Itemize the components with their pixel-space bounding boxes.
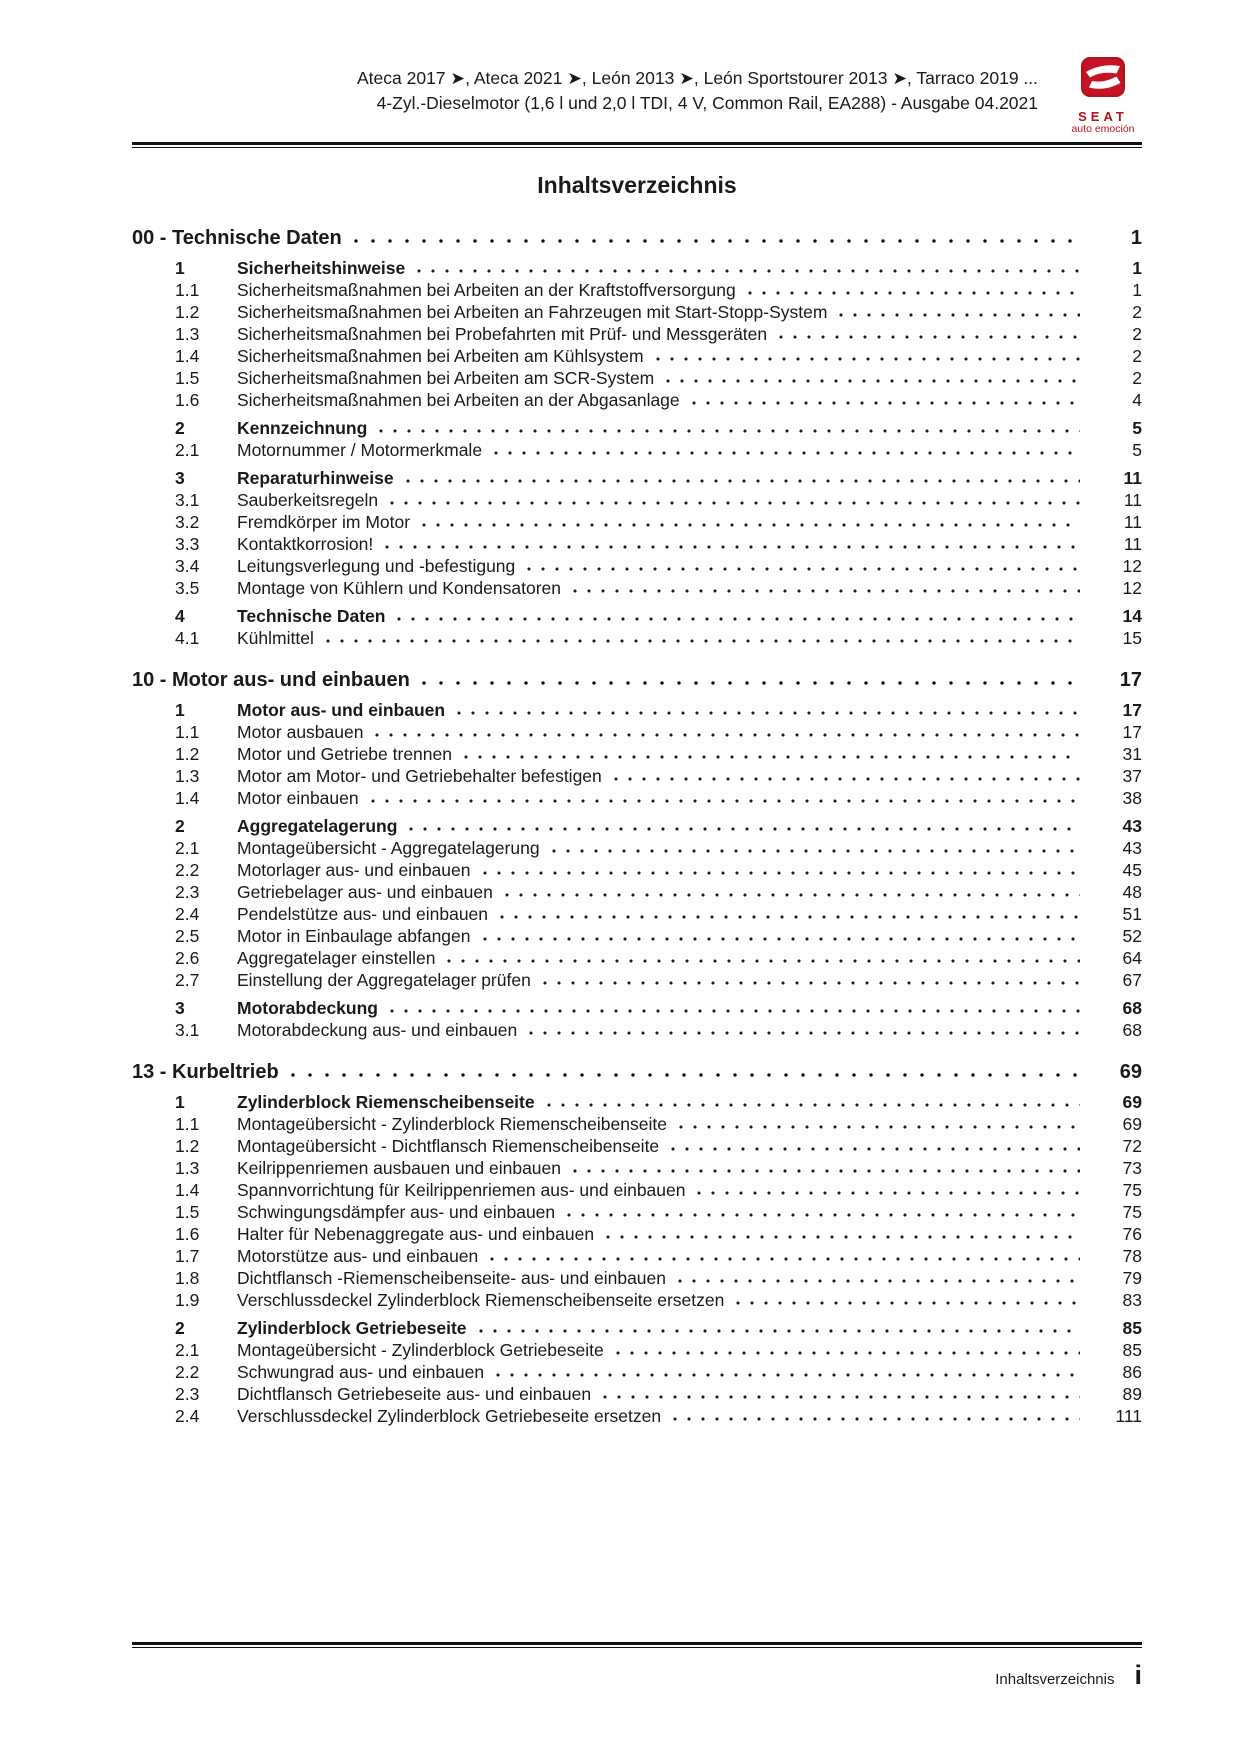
- toc-entry-number: 2.4: [175, 904, 200, 924]
- toc-entry-number: 1.6: [175, 390, 200, 410]
- toc-leader: [736, 1294, 1080, 1306]
- toc-entry-row: [132, 859, 1142, 881]
- toc-entry-title: Sicherheitsmaßnahmen bei Arbeiten an der Kraftstoffversorgung: [237, 280, 736, 300]
- toc-entry-page: 48: [1122, 882, 1142, 902]
- toc-leader: [479, 1322, 1080, 1334]
- toc-entry-number: 1.8: [175, 1268, 200, 1288]
- toc-entry-title: Kühlmittel: [237, 628, 314, 648]
- toc-entry-title: Halter für Nebenaggregate aus- und einbauen: [237, 1224, 595, 1244]
- toc-entry-row: [132, 1135, 1142, 1157]
- toc-chapter-label: 10 - Motor aus- und einbauen: [132, 669, 410, 691]
- toc-entry-page: 86: [1122, 1362, 1142, 1382]
- toc-leader: [543, 974, 1080, 986]
- toc-entry-number: 4.1: [175, 628, 200, 648]
- toc-leader: [671, 1140, 1080, 1152]
- toc-entry-page: 2: [1132, 324, 1142, 344]
- toc-entry-number: 1.2: [175, 1136, 200, 1156]
- toc-entry-title: Dichtflansch Getriebeseite aus- und einbauen: [237, 1384, 592, 1404]
- toc-entry-number: 1.4: [175, 346, 200, 366]
- toc-leader: [779, 328, 1080, 340]
- toc-entry-title: Sicherheitsmaßnahmen bei Arbeiten am Kühlsystem: [237, 346, 644, 366]
- toc-entry-title: Technische Daten: [237, 606, 386, 626]
- toc-entry-row: [132, 1201, 1142, 1223]
- toc-entry-page: 111: [1115, 1406, 1142, 1426]
- toc-entry-page: 2: [1132, 368, 1142, 388]
- toc-leader: [603, 1388, 1080, 1400]
- toc-entry-title: Motor in Einbaulage abfangen: [237, 926, 471, 946]
- toc-entry-number: 1.3: [175, 766, 200, 786]
- toc-entry-number: 2: [175, 816, 185, 836]
- toc-entry-page: 38: [1122, 788, 1142, 808]
- toc-chapter-page: 17: [1119, 669, 1142, 691]
- toc-entry-page: 31: [1122, 744, 1142, 764]
- toc-entry-row: [132, 1179, 1142, 1201]
- toc-chapter-label: 13 - Kurbeltrieb: [132, 1061, 279, 1083]
- toc-entry-row: [132, 1019, 1142, 1041]
- toc-entry-number: 1.7: [175, 1246, 200, 1266]
- toc-entry-row: [132, 903, 1142, 925]
- toc-entry-page: 11: [1123, 534, 1142, 554]
- toc-entry-title: Motorabdeckung aus- und einbauen: [237, 1020, 518, 1040]
- toc-entry-title: Fremdkörper im Motor: [237, 512, 411, 532]
- toc-entry-row: [132, 489, 1142, 511]
- toc-leader: [679, 1118, 1080, 1130]
- toc-entry-title: Montage von Kühlern und Kondensatoren: [237, 578, 561, 598]
- toc-entry-page: 51: [1122, 904, 1142, 924]
- toc-entry-row: [132, 367, 1142, 389]
- toc-leader: [666, 372, 1080, 384]
- toc-entry-row: [132, 837, 1142, 859]
- toc-entry-title: Montageübersicht - Aggregatelagerung: [237, 838, 540, 858]
- footer-page-number: i: [1134, 1660, 1142, 1690]
- toc-entry-row: [132, 743, 1142, 765]
- toc-leader: [552, 842, 1080, 854]
- toc-entry-row: [132, 699, 1142, 721]
- toc-leader: [422, 516, 1080, 528]
- toc-entry-page: 83: [1122, 1290, 1142, 1310]
- toc-entry-page: 5: [1132, 418, 1142, 438]
- toc-entry-page: 14: [1122, 606, 1142, 626]
- toc-leader: [547, 1096, 1080, 1108]
- toc-entry-title: Montageübersicht - Dichtflansch Riemenscheibenseite: [237, 1136, 660, 1156]
- toc-leader: [697, 1184, 1080, 1196]
- toc-entry-page: 64: [1122, 948, 1142, 968]
- toc-entry-number: 1.9: [175, 1290, 200, 1310]
- toc-entry-row: [132, 1245, 1142, 1267]
- toc-entry-number: 1.2: [175, 302, 200, 322]
- toc-entry-number: 2: [175, 1318, 185, 1338]
- toc-leader: [457, 704, 1080, 716]
- toc-entry-row: [132, 1267, 1142, 1289]
- toc-entry-row: [132, 627, 1142, 649]
- toc-leader: [483, 930, 1080, 942]
- toc-entry-row: [132, 345, 1142, 367]
- toc-entry-number: 2.7: [175, 970, 200, 990]
- toc-entry-page: 69: [1122, 1092, 1142, 1112]
- toc-entry-row: [132, 533, 1142, 555]
- toc-entry-row: [132, 1317, 1142, 1339]
- toc-entry-row: [132, 1113, 1142, 1135]
- toc-entry-title: Motorlager aus- und einbauen: [237, 860, 471, 880]
- toc-leader: [406, 472, 1080, 484]
- toc-entry-title: Keilrippenriemen ausbauen und einbauen: [237, 1158, 561, 1178]
- toc-entry-page: 37: [1122, 766, 1142, 786]
- toc-entry-page: 75: [1122, 1202, 1142, 1222]
- toc-entry-number: 2.1: [175, 440, 200, 460]
- toc-entry-row: [132, 301, 1142, 323]
- toc-entry-page: 17: [1122, 700, 1142, 720]
- toc-leader: [390, 494, 1080, 506]
- toc-entry-row: [132, 257, 1142, 279]
- toc-entry-number: 2.2: [175, 860, 200, 880]
- toc-entry-page: 17: [1122, 722, 1142, 742]
- toc-leader: [573, 1162, 1080, 1174]
- toc-entry-number: 3.5: [175, 578, 200, 598]
- toc-leader: [527, 560, 1080, 572]
- toc-entry-page: 89: [1122, 1384, 1142, 1404]
- toc-entry-page: 1: [1132, 258, 1142, 278]
- toc-entry-row: [132, 323, 1142, 345]
- toc-entry-row: [132, 605, 1142, 627]
- toc-entry-number: 2.4: [175, 1406, 200, 1426]
- toc-leader: [464, 748, 1080, 760]
- toc-entry-title: Montageübersicht - Zylinderblock Getriebeseite: [237, 1340, 604, 1360]
- toc-entry-title: Kontaktkorrosion!: [237, 534, 374, 554]
- toc-entry-number: 1.4: [175, 1180, 200, 1200]
- toc-entry-page: 12: [1122, 578, 1142, 598]
- toc-entry-number: 2.6: [175, 948, 200, 968]
- toc-entry-row: [132, 787, 1142, 809]
- toc-entry-title: Motorstütze aus- und einbauen: [237, 1246, 479, 1266]
- toc-entry-title: Sicherheitsmaßnahmen bei Arbeiten an der Abgasanlage: [237, 390, 680, 410]
- toc-entry-title: Motor einbauen: [237, 788, 359, 808]
- header-engine-line: 4-Zyl.-Dieselmotor (1,6 l und 2,0 l TDI, 4 V, Common Rail, EA288) - Ausgabe 04.2021: [376, 93, 1038, 113]
- toc-entry-number: 2.2: [175, 1362, 200, 1382]
- toc-leader: [409, 820, 1080, 832]
- toc-leader: [496, 1366, 1080, 1378]
- toc-leader: [390, 1002, 1080, 1014]
- toc-entry-row: [132, 417, 1142, 439]
- toc-entry-number: 2.1: [175, 838, 200, 858]
- toc-entry-page: 69: [1122, 1114, 1142, 1134]
- toc-entry-page: 1: [1132, 280, 1142, 300]
- toc-chapter-row: [132, 1059, 1142, 1085]
- seat-emblem-icon: [1071, 56, 1135, 104]
- toc-entry-title: Motor am Motor- und Getriebehalter befestigen: [237, 766, 602, 786]
- toc-entry-row: [132, 467, 1142, 489]
- toc-entry-page: 78: [1122, 1246, 1142, 1266]
- header-text-block: [132, 66, 1064, 116]
- toc-entry-row: [132, 439, 1142, 461]
- toc-entry-number: 4: [175, 606, 185, 626]
- toc-leader: [422, 674, 1080, 686]
- toc-entry-number: 3.1: [175, 490, 200, 510]
- toc-chapter-label: 00 - Technische Daten: [132, 227, 342, 249]
- toc-leader: [326, 632, 1080, 644]
- toc-entry-number: 2: [175, 418, 185, 438]
- toc-leader: [379, 422, 1080, 434]
- toc-leader: [678, 1272, 1080, 1284]
- toc-entry-row: [132, 997, 1142, 1019]
- toc-chapter-row: [132, 225, 1142, 251]
- toc-leader: [616, 1344, 1080, 1356]
- toc-entry-page: 85: [1122, 1318, 1142, 1338]
- toc-entry-page: 85: [1122, 1340, 1142, 1360]
- toc-leader: [573, 582, 1080, 594]
- toc-entry-title: Sicherheitsmaßnahmen bei Arbeiten an Fahrzeugen mit Start-Stopp-System: [237, 302, 828, 322]
- toc-leader: [494, 444, 1080, 456]
- footer-divider: [132, 1642, 1142, 1648]
- toc-entry-page: 12: [1122, 556, 1142, 576]
- document-header: [132, 0, 1142, 135]
- toc-chapter-page: 1: [1130, 227, 1142, 249]
- toc-entry-title: Zylinderblock Getriebeseite: [237, 1318, 467, 1338]
- toc-entry-page: 15: [1122, 628, 1142, 648]
- toc-entry-page: 73: [1122, 1158, 1142, 1178]
- toc-entry-title: Einstellung der Aggregatelager prüfen: [237, 970, 531, 990]
- toc-leader: [614, 770, 1080, 782]
- toc-entry-number: 1.3: [175, 1158, 200, 1178]
- toc-entry-number: 3.1: [175, 1020, 200, 1040]
- toc-entry-row: [132, 1339, 1142, 1361]
- toc-entry-row: [132, 511, 1142, 533]
- toc-entry-page: 43: [1122, 816, 1142, 836]
- toc-entry-number: 1.3: [175, 324, 200, 344]
- page-title: Inhaltsverzeichnis: [537, 172, 737, 198]
- toc-chapter-page: 69: [1119, 1061, 1142, 1083]
- toc-entry-number: 1.1: [175, 1114, 200, 1134]
- toc-entry-number: 2.1: [175, 1340, 200, 1360]
- toc-entry-title: Verschlussdeckel Zylinderblock Riemenscheibenseite ersetzen: [237, 1290, 725, 1310]
- toc-entry-row: [132, 555, 1142, 577]
- toc-entry-number: 1.2: [175, 744, 200, 764]
- toc-chapter-row: [132, 667, 1142, 693]
- toc-leader: [500, 908, 1080, 920]
- toc-entry-page: 68: [1122, 1020, 1142, 1040]
- toc-entry-title: Montageübersicht - Zylinderblock Riemenscheibenseite: [237, 1114, 667, 1134]
- toc-entry-number: 2.3: [175, 1384, 200, 1404]
- footer-section-label: Inhaltsverzeichnis: [995, 1671, 1115, 1688]
- toc-leader: [692, 394, 1080, 406]
- toc-entry-row: [132, 815, 1142, 837]
- toc-entry-page: 2: [1132, 346, 1142, 366]
- toc-entry-title: Motor ausbauen: [237, 722, 364, 742]
- toc-entry-page: 11: [1123, 468, 1142, 488]
- toc-entry-number: 3.4: [175, 556, 200, 576]
- toc-leader: [490, 1250, 1080, 1262]
- toc-entry-title: Schwungrad aus- und einbauen: [237, 1362, 485, 1382]
- toc-leader: [748, 284, 1080, 296]
- toc-entry-number: 1: [175, 258, 185, 278]
- toc-entry-page: 67: [1122, 970, 1142, 990]
- toc-entry-number: 1.6: [175, 1224, 200, 1244]
- toc-entry-row: [132, 389, 1142, 411]
- toc-leader: [397, 610, 1080, 622]
- toc-entry-page: 45: [1122, 860, 1142, 880]
- toc-entry-row: [132, 721, 1142, 743]
- seat-logo-text: SEAT: [1078, 109, 1128, 124]
- toc-entry-title: Reparaturhinweise: [237, 468, 394, 488]
- toc-leader: [529, 1024, 1080, 1036]
- toc-entry-number: 1.1: [175, 722, 200, 742]
- toc-entry-row: [132, 577, 1142, 599]
- toc-entry-page: 68: [1122, 998, 1142, 1018]
- toc-entry-page: 72: [1122, 1136, 1142, 1156]
- toc-leader: [375, 726, 1080, 738]
- header-models-line: Ateca 2017 ➤, Ateca 2021 ➤, León 2013 ➤, León Sportstourer 2013 ➤, Tarraco 2019 ...: [357, 68, 1038, 88]
- toc-entry-title: Leitungsverlegung und -befestigung: [237, 556, 516, 576]
- toc-leader: [839, 306, 1080, 318]
- toc-entry-row: [132, 925, 1142, 947]
- toc-entry-number: 1: [175, 1092, 185, 1112]
- toc-entry-row: [132, 1091, 1142, 1113]
- toc-entry-number: 2.3: [175, 882, 200, 902]
- toc-entry-title: Aggregatelager einstellen: [237, 948, 436, 968]
- toc-entry-title: Aggregatelagerung: [237, 816, 398, 836]
- toc-entry-title: Motor und Getriebe trennen: [237, 744, 452, 764]
- toc-leader: [606, 1228, 1080, 1240]
- toc-entry-page: 2: [1132, 302, 1142, 322]
- toc-entry-page: 11: [1123, 512, 1142, 532]
- toc-entry-row: [132, 1383, 1142, 1405]
- toc-entry-number: 1.5: [175, 368, 200, 388]
- toc-entry-title: Zylinderblock Riemenscheibenseite: [237, 1092, 535, 1112]
- toc-entry-number: 3.3: [175, 534, 200, 554]
- toc-leader: [505, 886, 1080, 898]
- toc-entry-number: 3.2: [175, 512, 200, 532]
- toc-entry-page: 43: [1122, 838, 1142, 858]
- toc-leader: [354, 232, 1080, 244]
- toc-entry-row: [132, 1289, 1142, 1311]
- toc-leader: [385, 538, 1080, 550]
- toc-entry-number: 1.4: [175, 788, 200, 808]
- toc-leader: [673, 1410, 1080, 1422]
- toc-leader: [417, 262, 1080, 274]
- toc-entry-page: 5: [1132, 440, 1142, 460]
- toc-entry-page: 79: [1122, 1268, 1142, 1288]
- toc-entry-row: [132, 279, 1142, 301]
- toc-entry-title: Sauberkeitsregeln: [237, 490, 379, 510]
- toc-entry-row: [132, 969, 1142, 991]
- seat-logo: [1064, 56, 1142, 135]
- toc-entry-title: Verschlussdeckel Zylinderblock Getriebeseite ersetzen: [237, 1406, 662, 1426]
- toc: [132, 225, 1142, 1427]
- toc-entry-number: 1.1: [175, 280, 200, 300]
- toc-entry-title: Motornummer / Motormerkmale: [237, 440, 483, 460]
- toc-entry-row: [132, 1223, 1142, 1245]
- toc-entry-row: [132, 1157, 1142, 1179]
- footer-line: [132, 1662, 1142, 1689]
- toc-leader: [567, 1206, 1080, 1218]
- toc-entry-title: Spannvorrichtung für Keilrippenriemen aus- und einbauen: [237, 1180, 686, 1200]
- toc-entry-number: 1.5: [175, 1202, 200, 1222]
- toc-entry-row: [132, 765, 1142, 787]
- toc-entry-page: 4: [1132, 390, 1142, 410]
- toc-entry-title: Dichtflansch -Riemenscheibenseite- aus- und einbauen: [237, 1268, 666, 1288]
- toc-leader: [656, 350, 1080, 362]
- toc-entry-title: Motor aus- und einbauen: [237, 700, 446, 720]
- toc-entry-title: Sicherheitsmaßnahmen bei Arbeiten am SCR-System: [237, 368, 655, 388]
- toc-entry-page: 52: [1122, 926, 1142, 946]
- toc-leader: [371, 792, 1080, 804]
- toc-entry-page: 11: [1123, 490, 1142, 510]
- document-footer: [132, 1642, 1142, 1689]
- toc-leader: [483, 864, 1081, 876]
- toc-entry-number: 1: [175, 700, 185, 720]
- toc-entry-title: Sicherheitshinweise: [237, 258, 406, 278]
- seat-logo-tagline: auto emoción: [1071, 123, 1135, 135]
- toc-entry-title: Pendelstütze aus- und einbauen: [237, 904, 489, 924]
- toc-entry-title: Sicherheitsmaßnahmen bei Probefahrten mit Prüf- und Messgeräten: [237, 324, 768, 344]
- toc-entry-page: 76: [1122, 1224, 1142, 1244]
- toc-entry-title: Getriebelager aus- und einbauen: [237, 882, 493, 902]
- toc-entry-title: Schwingungsdämpfer aus- und einbauen: [237, 1202, 556, 1222]
- toc-entry-row: [132, 1405, 1142, 1427]
- toc-entry-row: [132, 881, 1142, 903]
- toc-entry-title: Motorabdeckung: [237, 998, 378, 1018]
- toc-entry-row: [132, 1361, 1142, 1383]
- page-content: [132, 0, 1142, 1427]
- toc-entry-title: Kennzeichnung: [237, 418, 368, 438]
- toc-entry-page: 75: [1122, 1180, 1142, 1200]
- toc-entry-number: 2.5: [175, 926, 200, 946]
- toc-entry-number: 3: [175, 468, 185, 488]
- toc-leader: [291, 1066, 1080, 1078]
- toc-entry-row: [132, 947, 1142, 969]
- toc-leader: [447, 952, 1080, 964]
- toc-entry-number: 3: [175, 998, 185, 1018]
- header-divider: [132, 142, 1142, 148]
